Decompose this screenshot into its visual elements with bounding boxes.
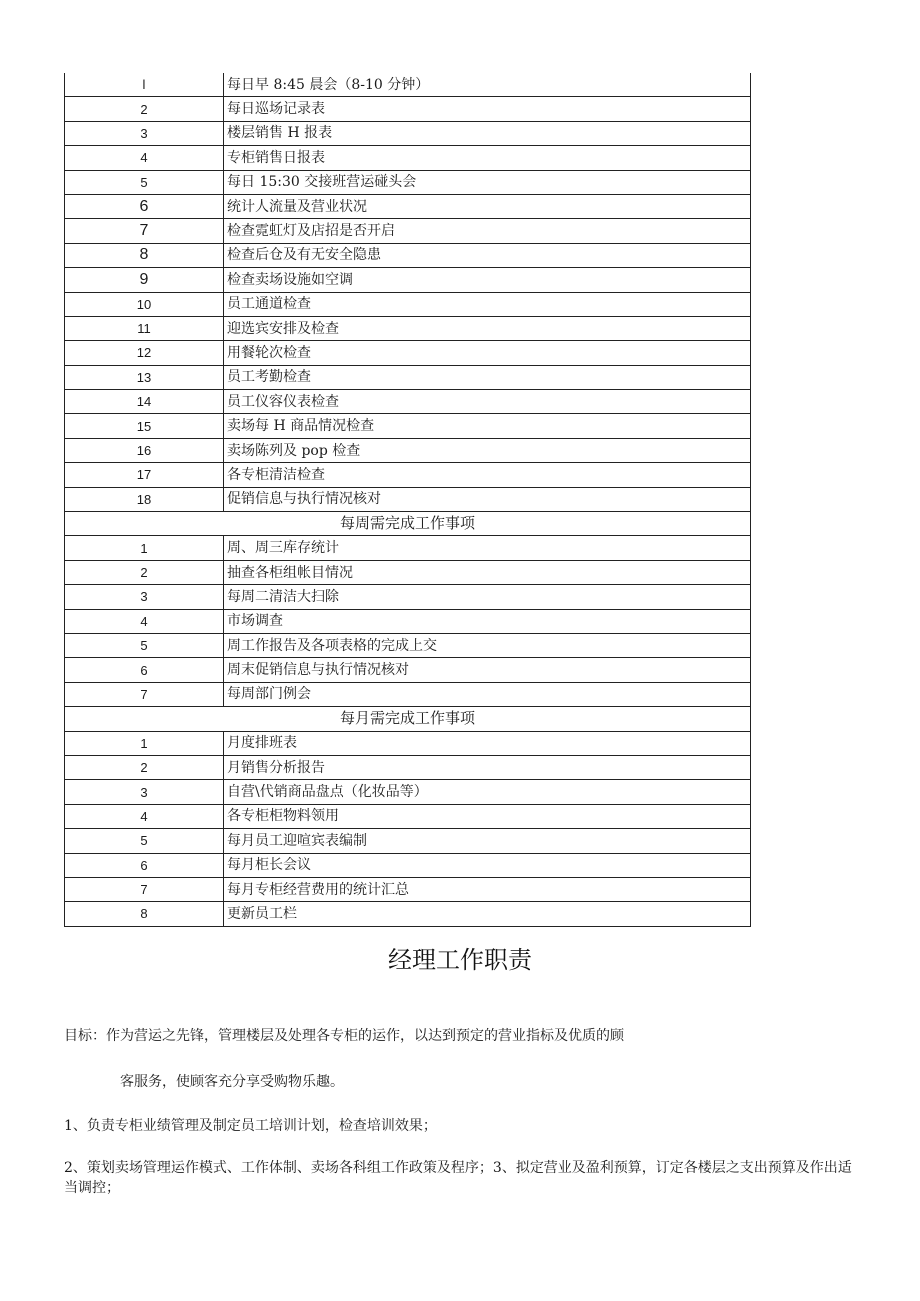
task-table: [64, 73, 751, 927]
row-number: 7: [65, 877, 224, 901]
table-row: [65, 341, 751, 365]
table-row: [65, 755, 751, 779]
row-number: 11: [65, 316, 224, 340]
row-number: 4: [65, 804, 224, 828]
task-cell: 每月专柜经营费用的统计汇总: [224, 877, 751, 901]
table-row: [65, 633, 751, 657]
document-title: 经理工作职责: [388, 947, 532, 974]
task-cell: 员工通道检查: [224, 292, 751, 316]
table-row: [65, 877, 751, 901]
row-number: 5: [65, 633, 224, 657]
task-cell: 抽查各柜组帐目情况: [224, 560, 751, 584]
task-cell: 员工仪容仪表检查: [224, 390, 751, 414]
row-number: 1: [65, 536, 224, 560]
table-row: [65, 73, 751, 97]
row-number: 8: [65, 902, 224, 926]
row-number: l: [65, 73, 224, 97]
table-row: [65, 121, 751, 145]
table-row: [65, 902, 751, 926]
task-cell: 专柜销售日报表: [224, 146, 751, 170]
task-cell: 市场调查: [224, 609, 751, 633]
section-header-row: [65, 707, 751, 731]
row-number: 6: [65, 853, 224, 877]
task-cell: 检查霓虹灯及店招是否开启: [224, 219, 751, 243]
row-number: 3: [65, 121, 224, 145]
table-row: [65, 536, 751, 560]
table-row: [65, 463, 751, 487]
table-row: [65, 390, 751, 414]
row-number: 7: [65, 682, 224, 706]
table-row: [65, 609, 751, 633]
table-row: [65, 146, 751, 170]
task-cell: 周工作报告及各项表格的完成上交: [224, 633, 751, 657]
row-number: 14: [65, 390, 224, 414]
row-number: 5: [65, 170, 224, 194]
row-number: 3: [65, 780, 224, 804]
table-row: [65, 316, 751, 340]
table-row: [65, 804, 751, 828]
table-row: [65, 194, 751, 218]
table-row: [65, 487, 751, 511]
row-number: 1: [65, 731, 224, 755]
table-row: [65, 292, 751, 316]
table-row: [65, 243, 751, 267]
task-cell: 自营\代销商品盘点（化妆品等）: [224, 780, 751, 804]
task-cell: 每月柜长会议: [224, 853, 751, 877]
task-cell: 每周二清洁大扫除: [224, 585, 751, 609]
task-cell: 卖场每 H 商品情况检查: [224, 414, 751, 438]
row-number: 15: [65, 414, 224, 438]
table-row: [65, 365, 751, 389]
row-number: 17: [65, 463, 224, 487]
table-row: [65, 560, 751, 584]
task-cell: 每周部门例会: [224, 682, 751, 706]
weekly-section-header: 每周需完成工作事项: [65, 512, 751, 536]
row-number: 12: [65, 341, 224, 365]
table-row: [65, 219, 751, 243]
task-cell: 更新员工栏: [224, 902, 751, 926]
task-cell: 月销售分析报告: [224, 755, 751, 779]
row-number: 6: [65, 658, 224, 682]
objective-line-1: 目标：作为营运之先锋，管理楼层及处理各专柜的运作，以达到预定的营业指标及优质的顾: [64, 1028, 624, 1044]
task-cell: 每月员工迎喧宾表编制: [224, 829, 751, 853]
table-row: [65, 438, 751, 462]
table-row: [65, 829, 751, 853]
row-number: 6: [65, 194, 224, 218]
table-row: [65, 170, 751, 194]
row-number: 4: [65, 609, 224, 633]
row-number: 8: [65, 243, 224, 267]
task-cell: 每日 15:30 交接班营运碰头会: [224, 170, 751, 194]
task-cell: 周末促销信息与执行情况核对: [224, 658, 751, 682]
task-cell: 周、周三库存统计: [224, 536, 751, 560]
task-cell: 迎选宾安排及检查: [224, 316, 751, 340]
task-cell: 检查后仓及有无安全隐患: [224, 243, 751, 267]
row-number: 16: [65, 438, 224, 462]
table-row: [65, 853, 751, 877]
objective-line-2: 客服务，使顾客充分享受购物乐趣。: [120, 1074, 344, 1090]
row-number: 13: [65, 365, 224, 389]
task-cell: 检查卖场设施如空调: [224, 268, 751, 292]
task-cell: 各专柜柜物料领用: [224, 804, 751, 828]
task-cell: 员工考勤检查: [224, 365, 751, 389]
task-cell: 促销信息与执行情况核对: [224, 487, 751, 511]
section-header-row: [65, 512, 751, 536]
row-number: 2: [65, 560, 224, 584]
table-row: [65, 731, 751, 755]
task-cell: 每日早 8:45 晨会（8-10 分钟）: [224, 73, 751, 97]
task-cell: 卖场陈列及 pop 检查: [224, 438, 751, 462]
table-row: [65, 97, 751, 121]
table-row: [65, 585, 751, 609]
duty-item-1: 1、负责专柜业绩管理及制定员工培训计划，检查培训效果；: [64, 1118, 437, 1134]
row-number: 5: [65, 829, 224, 853]
row-number: 9: [65, 268, 224, 292]
table-row: [65, 682, 751, 706]
task-cell: 用餐轮次检查: [224, 341, 751, 365]
table-row: [65, 414, 751, 438]
row-number: 10: [65, 292, 224, 316]
table-row: [65, 658, 751, 682]
task-cell: 统计人流量及营业状况: [224, 194, 751, 218]
task-cell: 月度排班表: [224, 731, 751, 755]
table-row: [65, 780, 751, 804]
row-number: 2: [65, 97, 224, 121]
row-number: 3: [65, 585, 224, 609]
row-number: 4: [65, 146, 224, 170]
monthly-section-header: 每月需完成工作事项: [65, 707, 751, 731]
task-cell: 每日巡场记录表: [224, 97, 751, 121]
task-cell: 楼层销售 H 报表: [224, 121, 751, 145]
row-number: 2: [65, 755, 224, 779]
row-number: 18: [65, 487, 224, 511]
table-row: [65, 268, 751, 292]
row-number: 7: [65, 219, 224, 243]
duty-item-2-3: 2、策划卖场管理运作模式、工作体制、卖场各科组工作政策及程序；3、拟定营业及盈利预算，订定各楼层之支出预算及作出适当调控；: [64, 1160, 852, 1196]
task-cell: 各专柜清洁检查: [224, 463, 751, 487]
